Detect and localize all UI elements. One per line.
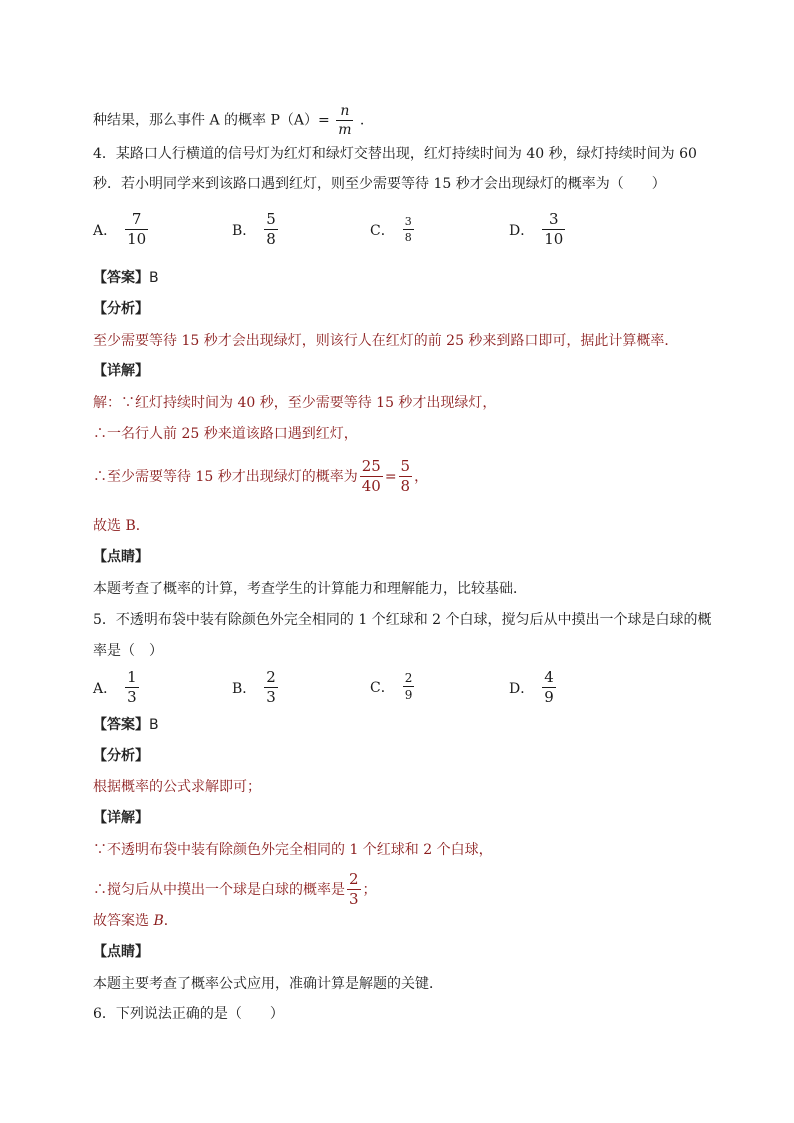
detail-text: 故答案选: [93, 913, 154, 929]
intro-tail: .: [359, 112, 365, 129]
fraction-den: 3: [266, 688, 276, 706]
answer-label: 【答案】: [93, 270, 149, 286]
fraction-den: 9: [544, 688, 554, 706]
option-letter: D．: [509, 680, 535, 697]
detail-fraction: [347, 872, 361, 907]
fraction-num: 1: [127, 668, 137, 686]
fraction-den: 10: [544, 230, 564, 248]
fraction-num: 4: [544, 668, 554, 686]
detail-answer-value: B: [153, 913, 164, 929]
fraction-den: 10: [127, 230, 147, 248]
fraction-den: 8: [404, 231, 412, 244]
q5-answer: [93, 715, 159, 735]
q4-option-c[interactable]: [370, 216, 416, 243]
q4-detail-line4: 故选 B．: [93, 518, 150, 534]
detail-text-tail: ；: [362, 881, 377, 898]
fraction-num: 25: [361, 457, 381, 475]
q5-option-d[interactable]: [509, 670, 558, 705]
detail-text-tail: ，: [414, 468, 429, 485]
option-fraction: [264, 212, 278, 247]
q5-detail-line2: [93, 872, 377, 907]
q4-analysis-text: 至少需要等待 15 秒才会出现绿灯，则该行人在红灯的前 25 秒来到路口即可，据此计算概率．: [93, 333, 679, 349]
option-letter: C．: [370, 679, 395, 696]
q5-analysis-text: 根据概率的公式求解即可；: [93, 779, 261, 795]
intro-line: [93, 104, 364, 137]
option-letter: C．: [370, 222, 395, 239]
answer-value: B: [149, 270, 159, 286]
fraction-num: 7: [131, 210, 142, 228]
fraction-den: 8: [266, 230, 276, 248]
option-fraction: [542, 670, 556, 705]
q5-analysis-label: 【分析】: [93, 748, 149, 764]
intro-text: 种结果，那么事件 A 的概率 P（A）=: [93, 112, 330, 129]
detail-text: ∴搅匀后从中摸出一个球是白球的概率是: [93, 881, 345, 898]
q4-stem-line2: 秒．若小明同学来到该路口遇到红灯，则至少需要等待 15 秒才会出现绿灯的概率为（ ）: [93, 176, 666, 192]
option-fraction: [403, 216, 414, 243]
q4-detail-line3: [93, 459, 428, 494]
q4-option-a[interactable]: [93, 212, 150, 247]
detail-fraction-1: [360, 459, 383, 494]
q4-detail-line1: 解：∵红灯持续时间为 40 秒，至少需要等待 15 秒才出现绿灯，: [93, 395, 497, 411]
q4-detail-line2: ∴一名行人前 25 秒来道该路口遇到红灯，: [93, 426, 358, 442]
q5-detail-line1: ∵不透明布袋中装有除颜色外完全相同的 1 个红球和 2 个白球，: [93, 842, 493, 858]
fraction-den: 9: [404, 688, 413, 702]
q5-comment-text: 本题主要考查了概率公式应用，准确计算是解题的关键．: [93, 976, 443, 992]
q5-detail-label: 【详解】: [93, 810, 149, 826]
fraction-num: 2: [266, 668, 276, 686]
q5-stem-line2: 率是（ ）: [93, 643, 163, 659]
q5-option-c[interactable]: [370, 672, 416, 701]
q4-option-b[interactable]: [232, 212, 280, 247]
q4-option-d[interactable]: [509, 212, 567, 247]
fraction-den: 3: [127, 688, 137, 706]
q4-answer: [93, 268, 159, 288]
fraction-den: 3: [349, 890, 359, 908]
intro-fraction-num: n: [340, 103, 350, 119]
q5-comment-label: 【点睛】: [93, 944, 149, 960]
answer-label: 【答案】: [93, 717, 149, 733]
fraction-num: 5: [266, 210, 276, 228]
q5-detail-line3: [93, 911, 178, 931]
equals-sign: =: [384, 468, 397, 485]
detail-text-tail: ．: [163, 913, 178, 929]
q4-detail-label: 【详解】: [93, 363, 149, 379]
fraction-num: 3: [404, 215, 412, 228]
option-fraction: [403, 672, 415, 701]
option-letter: D．: [509, 222, 535, 239]
detail-fraction-2: [399, 459, 413, 494]
q5-stem-line1: 5．不透明布袋中装有除颜色外完全相同的 1 个红球和 2 个白球，搅匀后从中摸出一个球是白球的概: [93, 612, 712, 628]
intro-fraction-den: m: [338, 122, 352, 138]
q4-comment-label: 【点睛】: [93, 549, 149, 565]
q4-comment-text: 本题考查了概率的计算，考查学生的计算能力和理解能力，比较基础．: [93, 581, 527, 597]
fraction-num: 2: [349, 870, 359, 888]
fraction-num: 5: [400, 457, 411, 475]
fraction-den: 40: [361, 477, 381, 495]
intro-fraction: [336, 104, 353, 137]
q4-analysis-label: 【分析】: [93, 301, 149, 317]
answer-value: B: [149, 717, 159, 733]
option-fraction: [125, 212, 148, 247]
option-letter: A．: [93, 222, 118, 239]
detail-text: ∴至少需要等待 15 秒才出现绿灯的概率为: [93, 468, 358, 485]
option-letter: A．: [93, 680, 118, 697]
q6-stem-line1: 6．下列说法正确的是（ ）: [93, 1006, 284, 1022]
option-letter: B．: [232, 680, 257, 697]
option-fraction: [125, 670, 139, 705]
q5-option-a[interactable]: [93, 670, 141, 705]
q4-stem-line1: 4．某路口人行横道的信号灯为红灯和绿灯交替出现，红灯持续时间为 40 秒，绿灯持续时间为 60: [93, 146, 697, 162]
fraction-num: 2: [404, 671, 413, 685]
q5-option-b[interactable]: [232, 670, 280, 705]
fraction-den: 8: [400, 477, 411, 495]
option-letter: B．: [232, 222, 257, 239]
option-fraction: [542, 212, 565, 247]
fraction-num: 3: [549, 210, 559, 228]
option-fraction: [264, 670, 278, 705]
